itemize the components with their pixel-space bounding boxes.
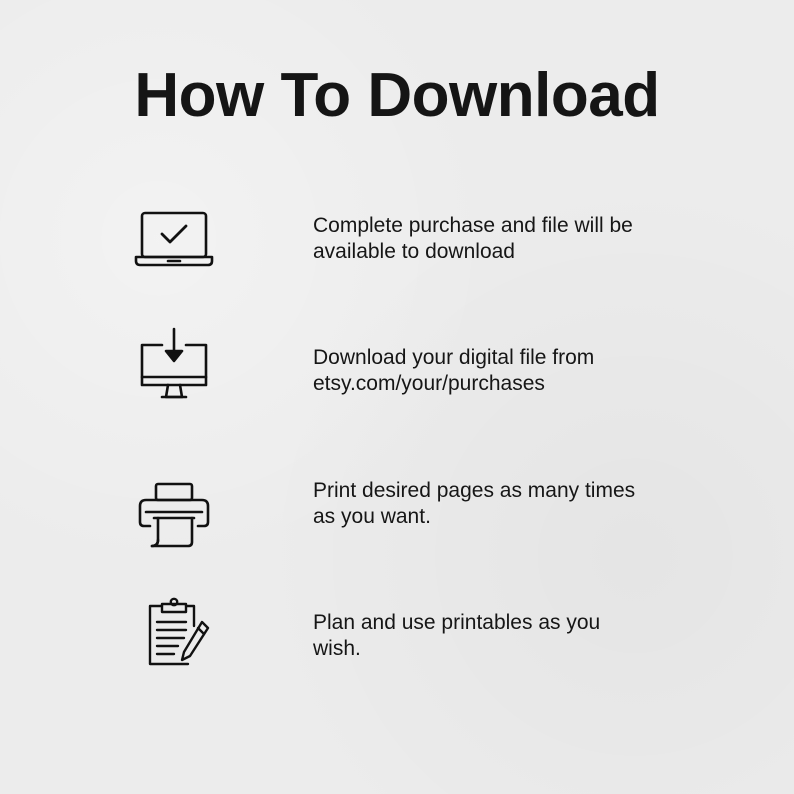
step-1-line-2: available to download: [313, 240, 515, 263]
step-4: [0, 596, 794, 686]
step-4-line-1: Plan and use printables as you: [313, 611, 601, 634]
step-1-text: [313, 213, 693, 265]
step-3: [0, 478, 794, 568]
step-2-line-1: Download your digital file from: [313, 346, 595, 369]
step-3-text: [313, 478, 693, 530]
step-3-line-1: Print desired pages as many times: [313, 479, 636, 502]
printer-icon: [132, 478, 216, 562]
step-4-line-2: wish.: [313, 637, 361, 660]
laptop-check-icon: [132, 205, 216, 289]
clipboard-pen-icon: [132, 596, 216, 680]
page-title: How To Download: [134, 61, 660, 130]
step-3-line-2: as you want.: [313, 505, 431, 528]
step-4-text: [313, 610, 693, 662]
monitor-download-icon: [132, 325, 216, 409]
step-1-line-1: Complete purchase and file will be: [313, 214, 633, 237]
step-2-text: [313, 345, 693, 397]
step-2-line-2: etsy.com/your/purchases: [313, 372, 545, 395]
step-1: [0, 205, 794, 295]
step-2: [0, 325, 794, 415]
